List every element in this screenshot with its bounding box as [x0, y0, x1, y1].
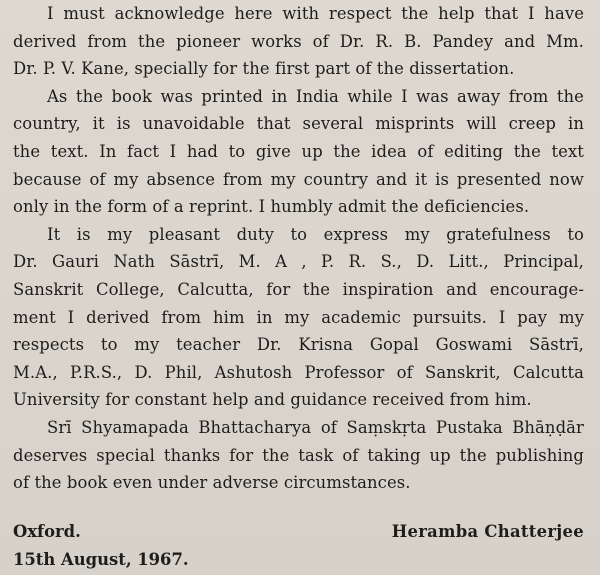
- text-line: Dr. Gauri Nath Sāstrī, M. A , P. R. S., D. Litt., Principal,: [13, 252, 584, 272]
- text-line: I must acknowledge here with respect the help that I have: [47, 4, 584, 23]
- text-line: deserves special thanks for the task of taking up the publishing: [13, 445, 584, 465]
- text-line: It is my pleasant duty to express my gratefulness to: [47, 224, 584, 244]
- paragraph-acknowledgement: [13, 0, 584, 83]
- text-line: ment I derived from him in my academic pursuits. I pay my: [13, 307, 584, 327]
- date-text: 15th August, 1967.: [13, 549, 189, 569]
- author-signature: Heramba Chatterjee: [391, 522, 584, 541]
- text-line: University for constant help and guidance received from him.: [13, 390, 532, 410]
- text-line: Sanskrit College, Calcutta, for the inspiration and encourage-: [13, 279, 584, 299]
- text-line: respects to my teacher Dr. Krisna Gopal Goswami Sāstrī,: [13, 335, 584, 355]
- closing-row-date: [13, 546, 584, 574]
- closing-block: [13, 518, 584, 573]
- text-line: only in the form of a reprint. I humbly admit the deficiencies.: [13, 197, 530, 217]
- text-line: the text. In fact I had to give up the idea of editing the text: [13, 141, 584, 161]
- text-line: M.A., P.R.S., D. Phil, Ashutosh Professor of Sanskrit, Calcutta: [13, 362, 584, 382]
- closing-row-place-author: [13, 518, 584, 546]
- text-line: of the book even under adverse circumstances.: [13, 473, 411, 493]
- text-line: Dr. P. V. Kane, specially for the first part of the dissertation.: [13, 59, 515, 79]
- text-line: country, it is unavoidable that several misprints will creep in: [13, 114, 584, 134]
- text-line: Srī Shyamapada Bhattacharya of Saṃskṛta Pustaka Bhāṇḍār: [47, 417, 584, 437]
- text-line: derived from the pioneer works of Dr. R. B. Pandey and Mm.: [13, 31, 584, 51]
- place-text: Oxford.: [13, 522, 81, 541]
- paragraph-publisher-thanks: [13, 414, 584, 497]
- text-line: because of my absence from my country and it is presented now: [13, 169, 584, 189]
- text-line: As the book was printed in India while I was away from the: [47, 86, 584, 106]
- paragraph-misprints: [13, 83, 584, 221]
- preface-body: [13, 0, 584, 497]
- paragraph-gratitude: [13, 221, 584, 414]
